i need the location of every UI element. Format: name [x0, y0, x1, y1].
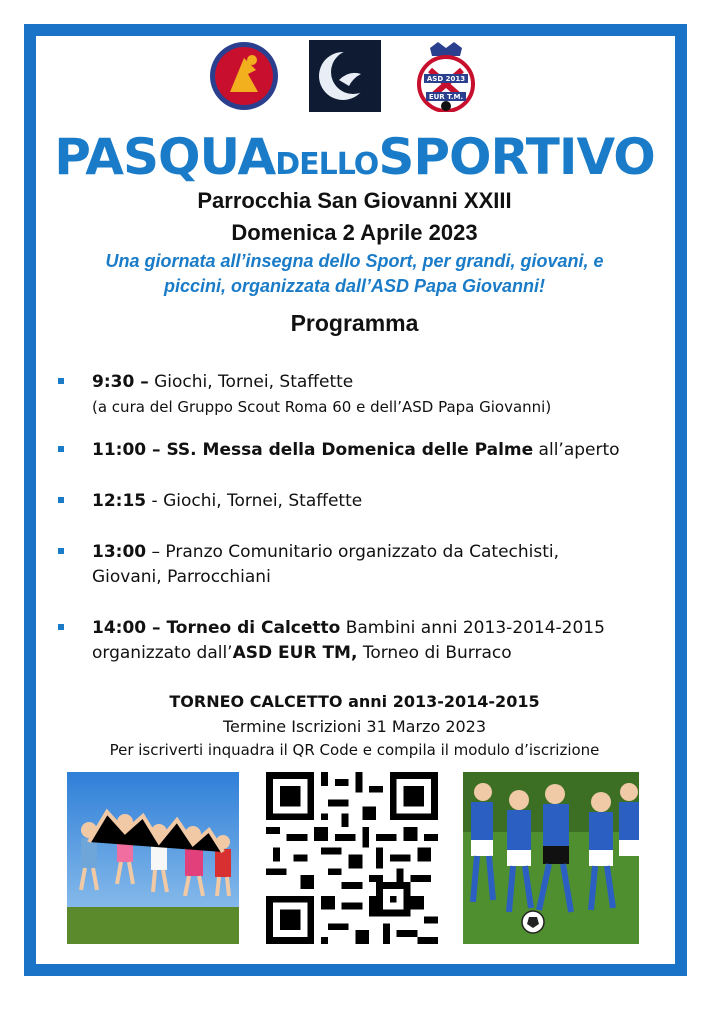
asd-papa-giovanni-logo — [208, 40, 280, 112]
torneo-heading: TORNEO CALCETTO anni 2013-2014-2015 — [169, 692, 540, 711]
bullet-icon — [58, 378, 64, 384]
bullet-icon — [58, 497, 64, 503]
registration-deadline: Termine Iscrizioni 31 Marzo 2023 — [222, 717, 487, 736]
item-time: 14:00 – — [92, 618, 161, 638]
item-text: – Pranzo Comunitario organizzato da Catechisti, — [146, 542, 560, 562]
eur-logo-text-bottom: EUR T.M. — [428, 93, 464, 101]
item-line2a: organizzato dall’ — [92, 643, 233, 663]
program-item-3 — [92, 489, 672, 514]
qr-code[interactable] — [266, 772, 438, 944]
tagline-line2: piccini, organizzata dall’ASD Papa Giovanni! — [163, 276, 546, 296]
children-jumping-photo — [67, 772, 239, 944]
parish-dove-logo — [309, 40, 381, 112]
title-sportivo: SPORTIVO — [378, 128, 655, 186]
asd-eur-tm-logo — [410, 40, 482, 112]
bullet-icon — [58, 624, 64, 630]
item-text: - Giochi, Tornei, Staffette — [146, 491, 363, 511]
item-text: all’aperto — [533, 440, 620, 460]
item-time: 9:30 – — [92, 372, 149, 392]
bullet-icon — [58, 548, 64, 554]
item-line2c: Torneo di Burraco — [357, 643, 512, 663]
eur-logo-text-top: ASD 2013 — [426, 75, 466, 83]
title-pasqua: PASQUA — [54, 128, 276, 186]
program-item-4 — [92, 540, 672, 590]
item-line2b: ASD EUR TM, — [232, 643, 358, 663]
page-title — [0, 128, 709, 186]
program-item-1 — [92, 370, 672, 420]
qr-instruction: Per iscriverti inquadra il QR Code e compila il modulo d’iscrizione — [109, 741, 600, 759]
program-item-5 — [92, 616, 672, 666]
bullet-icon — [58, 446, 64, 452]
item-bold: Torneo di Calcetto — [160, 618, 341, 638]
item-time: 11:00 – — [92, 440, 161, 460]
item-time: 12:15 — [92, 491, 147, 511]
item-line2: Giovani, Parrocchiani — [92, 567, 271, 587]
title-dello: DELLO — [275, 147, 379, 182]
kids-soccer-photo — [463, 772, 639, 944]
item-time: 13:00 — [92, 542, 147, 562]
event-date: Domenica 2 Aprile 2023 — [231, 220, 478, 245]
item-text: Giochi, Tornei, Staffette — [148, 372, 354, 392]
parish-name: Parrocchia San Giovanni XXIII — [197, 188, 512, 213]
item-line2: (a cura del Gruppo Scout Roma 60 e dell’ASD Papa Giovanni) — [92, 398, 552, 416]
programma-heading: Programma — [290, 310, 419, 336]
program-item-2 — [92, 438, 672, 463]
item-text: Bambini anni 2013-2014-2015 — [340, 618, 605, 638]
tagline-line1: Una giornata all’insegna dello Sport, per grandi, giovani, e — [105, 251, 604, 271]
item-bold: SS. Messa della Domenica delle Palme — [160, 440, 534, 460]
